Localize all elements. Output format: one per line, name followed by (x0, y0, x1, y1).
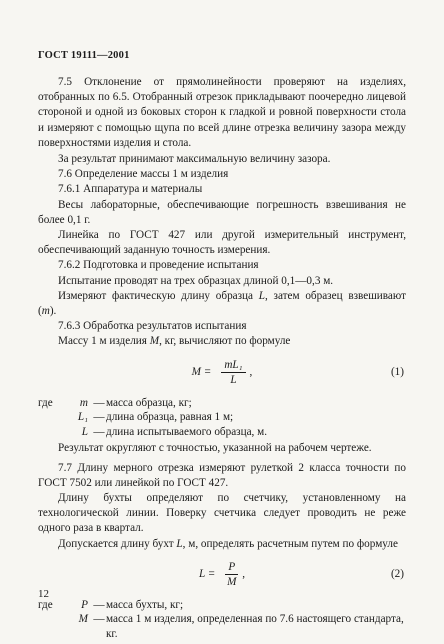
legend-row: где P — масса бухты, кг; (38, 598, 184, 611)
formula-1-fraction (221, 358, 245, 387)
formula-2-number: (2) (390, 567, 404, 580)
formula-1 (38, 356, 406, 390)
formula-1-number: (1) (390, 365, 404, 378)
paragraph-samples: Испытание проводят на трех образцах длиной 0,1—0,3 м. (58, 274, 334, 287)
formula-2-tail: , (242, 568, 245, 581)
formula-1-tail: , (249, 366, 253, 379)
formula-2-denominator: M (227, 576, 237, 589)
formula-1-denominator: L (230, 374, 237, 387)
section-heading-7-6-3: 7.6.3 Обработка результатов испытания (58, 320, 247, 333)
paragraph-counter: Длину бухты определяют по счетчику, установленному на технологической линии. Поверку счетчика следует проводить не реже одного раза в квартал. (38, 492, 406, 535)
formula-1-lhs: M = (191, 366, 212, 379)
section-heading-7-6-1: 7.6.1 Аппаратура и материалы (58, 183, 203, 196)
formula-1-legend (38, 396, 406, 440)
paragraph-ruler: Линейка по ГОСТ 427 или другой измерительный инструмент, обеспечивающий заданную точность измерения. (38, 229, 406, 257)
paragraph-mass-formula-intro: Массу 1 м изделия M, кг, вычисляют по формуле (58, 335, 291, 348)
paragraph-gap-result: За результат принимают максимальную величину зазора. (58, 153, 331, 166)
page-number: 12 (38, 588, 49, 600)
document-header: ГОСТ 19111—2001 (38, 50, 130, 61)
legend-row: где m — масса образца, кг; (38, 396, 192, 409)
legend-row: L — длина испытываемого образца, м. (81, 425, 268, 438)
paragraph-coil-length-intro: Допускается длину бухт L, м, определять расчетным путем по формуле (58, 537, 398, 550)
page-content (38, 75, 406, 644)
formula-1-numerator: mL₁ (221, 358, 245, 373)
paragraph-rounding: Результат округляют с точностью, указанной на рабочем чертеже. (58, 442, 372, 455)
legend-row: M — масса 1 м изделия, определенная по 7.6 настоящего стандарта, кг. (78, 613, 404, 641)
formula-2 (38, 558, 406, 592)
formula-2-legend (38, 598, 406, 642)
legend-row: L₁ — длина образца, равная 1 м; (77, 411, 234, 424)
formula-2-fraction (225, 560, 238, 589)
paragraph-7-5: 7.5 Отклонение от прямолинейности проверяют на изделиях, отобранных по 6.5. Отобранный отрезок прикладывают поочередно лицевой стороной и одной из боковых сторон к гладкой и ровной поверхности стола и измеряют с помощью щупа по всей длине отрезка величину зазора между поверхностями изделия и стола. (38, 76, 406, 149)
formula-2-lhs: L = (198, 568, 216, 581)
paragraph-measure-length: Измеряют фактическую длину образца L, затем образец взвешивают (m). (38, 289, 406, 318)
formula-2-numerator: P (225, 560, 238, 575)
paragraph-7-7: 7.7 Длину мерного отрезка измеряют рулеткой 2 класса точности по ГОСТ 7502 или линейкой по ГОСТ 427. (38, 461, 406, 489)
section-heading-7-6-2: 7.6.2 Подготовка и проведение испытания (58, 259, 259, 272)
paragraph-scales: Весы лабораторные, обеспечивающие погрешность взвешивания не более 0,1 г. (38, 198, 406, 226)
section-heading-7-6: 7.6 Определение массы 1 м изделия (58, 168, 229, 181)
